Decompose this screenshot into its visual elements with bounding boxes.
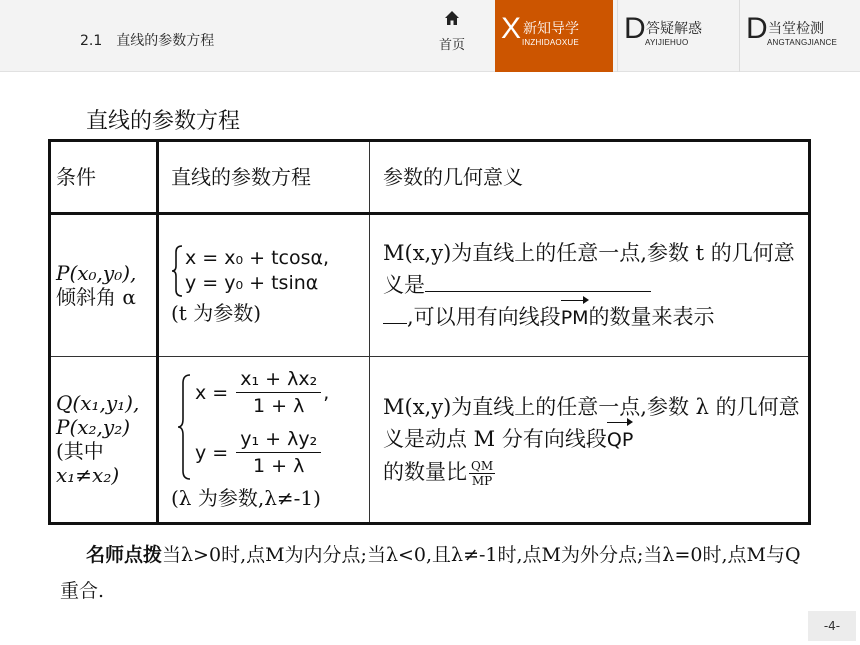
tab-dayijiehuo[interactable] xyxy=(617,0,735,72)
tab-letter: X xyxy=(501,12,522,45)
equation-system xyxy=(171,367,369,485)
header-meaning: 参数的几何意义 xyxy=(370,141,810,214)
tab-label: 当堂检测 xyxy=(768,21,824,37)
equation-y: y = y₀ + tsinα xyxy=(185,272,319,295)
params-table xyxy=(48,139,811,525)
vector-pm: PM xyxy=(561,302,589,334)
ratio-denominator: MP xyxy=(471,473,493,488)
brace-icon xyxy=(171,244,183,298)
row2-meaning xyxy=(370,356,810,523)
cond-q: Q(x₁,y₁), xyxy=(56,391,140,416)
cond-point: P(x₀,y₀), xyxy=(56,261,137,286)
home-button[interactable] xyxy=(428,8,476,64)
meaning-text-2: ,可以用有向线段 xyxy=(407,304,561,329)
tab-letter: D xyxy=(624,12,646,45)
meaning-text: M(x,y)为直线上的任意一点,参数 t 的几何意义是 xyxy=(383,240,795,297)
doc-heading: 直线的参数方程 xyxy=(86,109,241,134)
row1-condition xyxy=(50,213,158,356)
table-header-row xyxy=(50,141,810,214)
header-condition: 条件 xyxy=(50,141,158,214)
x-lhs: x = xyxy=(195,381,229,404)
x-fraction xyxy=(236,367,321,418)
tab-label: 新知导学 xyxy=(523,21,579,37)
table-row xyxy=(50,356,810,523)
y-fraction xyxy=(236,427,321,478)
ratio-numerator: QM xyxy=(471,458,494,473)
equation-x: x = x₀ + tcosα, xyxy=(185,247,330,270)
cond-angle: 倾斜角 α xyxy=(56,285,136,310)
tab-dangtangjiance[interactable] xyxy=(739,0,860,72)
row1-meaning xyxy=(370,213,810,356)
header-equation: 直线的参数方程 xyxy=(158,141,370,214)
top-header xyxy=(0,0,860,72)
row1-equation xyxy=(158,213,370,356)
x-denominator: 1 + λ xyxy=(253,395,305,418)
y-numerator: y₁ + λy₂ xyxy=(236,427,321,453)
cond-neq: x₁≠x₂) xyxy=(56,463,120,488)
brace-icon xyxy=(177,373,191,481)
row2-equation xyxy=(158,356,370,523)
meaning-text-3: 的数量来表示 xyxy=(588,304,715,329)
equation-note: (t 为参数) xyxy=(171,301,261,326)
x-numerator: x₁ + λx₂ xyxy=(236,367,321,393)
cond-p: P(x₂,y₂) xyxy=(56,415,131,440)
tip-label: 名师点拨 xyxy=(86,544,163,566)
answer-blank-tail xyxy=(383,306,407,324)
y-lhs: y = xyxy=(195,441,229,464)
answer-blank xyxy=(425,274,651,292)
row2-condition xyxy=(50,356,158,523)
table-row xyxy=(50,213,810,356)
teacher-tip xyxy=(60,537,805,609)
equation-system xyxy=(171,244,369,300)
tab-letter: D xyxy=(746,12,768,45)
tab-pinyin: AYIJIEHUO xyxy=(645,38,689,47)
section-title: 2.1 直线的参数方程 xyxy=(80,33,215,49)
cond-where: (其中 xyxy=(56,439,104,464)
meaning-text-2: 的数量比 xyxy=(383,459,467,484)
page-number: -4- xyxy=(808,611,856,641)
meaning-text: M(x,y)为直线上的任意一点,参数 λ 的几何意义是动点 M 分有向线段 xyxy=(383,394,800,451)
ratio-fraction xyxy=(469,459,495,488)
home-label: 首页 xyxy=(438,38,465,53)
tab-pinyin: ANGTANGJIANCE xyxy=(767,38,838,47)
tab-label: 答疑解惑 xyxy=(646,21,702,37)
y-denominator: 1 + λ xyxy=(253,455,305,478)
tip-text: 当λ>0时,点M为内分点;当λ<0,且λ≠-1时,点M为外分点;当λ=0时,点M与Q重合. xyxy=(60,544,801,602)
vector-qp: QP xyxy=(607,424,633,456)
tab-pinyin: INZHIDAOXUE xyxy=(522,38,579,47)
equation-note: (λ 为参数,λ≠-1) xyxy=(171,486,321,511)
equation-y xyxy=(195,427,321,478)
tab-xinzhidaoxue[interactable] xyxy=(495,0,613,72)
comma: , xyxy=(323,381,330,404)
equation-x xyxy=(195,367,329,418)
home-icon xyxy=(444,10,460,26)
